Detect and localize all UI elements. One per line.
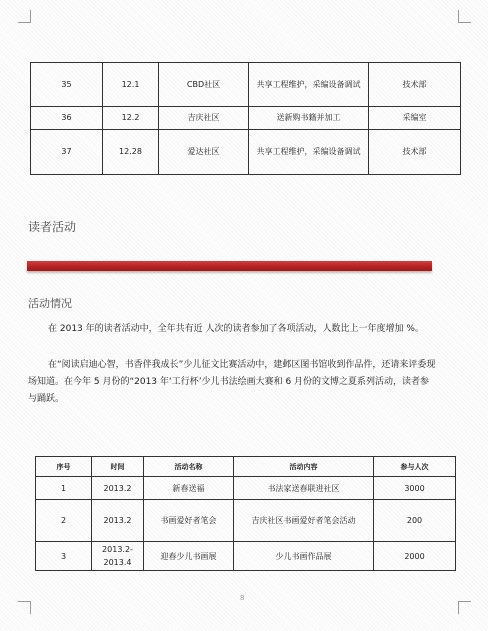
service-log-table xyxy=(30,62,461,175)
table-row xyxy=(36,477,456,500)
row-content: 共享工程维护，采编设备调试 xyxy=(249,130,369,175)
row-time: 2013.2 xyxy=(92,500,144,542)
row-department: 技术部 xyxy=(369,130,461,175)
subheading-activity-status: 活动情况 xyxy=(28,297,72,310)
row-number: 3 xyxy=(36,542,92,571)
row-place: 吉庆社区 xyxy=(159,107,249,130)
paragraph-text: 在 2013 年的读者活动中，全年共有近 人次的读者参加了各项活动，人数比上一年度增加 %。 xyxy=(48,324,424,334)
margin-corner-top-right xyxy=(458,10,471,23)
table-row xyxy=(36,542,456,571)
table-row xyxy=(31,63,461,107)
row-content: 共享工程维护，采编设备调试 xyxy=(249,63,369,107)
table-row xyxy=(31,130,461,175)
row-activity-name: 迎春少儿书画展 xyxy=(144,542,234,571)
row-activity-content: 少儿书画作品展 xyxy=(234,542,374,571)
section-divider-bar xyxy=(27,261,432,271)
header-number: 序号 xyxy=(36,457,92,477)
reader-activities-table xyxy=(35,456,456,571)
row-department: 采编室 xyxy=(369,107,461,130)
margin-corner-top-left xyxy=(18,10,31,23)
row-place: CBD社区 xyxy=(159,63,249,107)
row-number: 1 xyxy=(36,477,92,500)
row-number: 2 xyxy=(36,500,92,542)
paragraph-text: 在“阅读启迪心智，书香伴我成长”少儿征文比赛活动中，建邺区图书馆收到作品件，还请来评委现场知道。在今年 5 月份的“2013 年‘工行杯’少儿书法绘画大赛和 6 月份的文博之夏系列活动，读者参与踊跃。 xyxy=(28,360,436,404)
row-participants: 2000 xyxy=(374,542,456,571)
row-time: 2013.2 xyxy=(92,477,144,500)
paragraph-event-details xyxy=(28,357,436,408)
row-number: 37 xyxy=(31,130,103,175)
header-participants: 参与人次 xyxy=(374,457,456,477)
row-date: 12.1 xyxy=(103,63,159,107)
page-number: 8 xyxy=(240,594,245,602)
row-department: 技术部 xyxy=(369,63,461,107)
table-row xyxy=(36,500,456,542)
section-heading-reader-activities: 读者活动 xyxy=(28,220,77,234)
table-header-row xyxy=(36,457,456,477)
table-row xyxy=(31,107,461,130)
header-time: 时间 xyxy=(92,457,144,477)
row-participants: 3000 xyxy=(374,477,456,500)
margin-corner-bottom-right xyxy=(458,601,471,614)
row-activity-name: 新春送福 xyxy=(144,477,234,500)
row-activity-name: 书画爱好者笔会 xyxy=(144,500,234,542)
row-date: 12.28 xyxy=(103,130,159,175)
row-time: 2013.2-2013.4 xyxy=(92,542,144,571)
row-activity-content: 吉庆社区书画爱好者笔会活动 xyxy=(234,500,374,542)
row-activity-content: 书法家送春联进社区 xyxy=(234,477,374,500)
margin-corner-bottom-left xyxy=(18,601,31,614)
row-date: 12.2 xyxy=(103,107,159,130)
header-activity-name: 活动名称 xyxy=(144,457,234,477)
row-number: 36 xyxy=(31,107,103,130)
header-activity-content: 活动内容 xyxy=(234,457,374,477)
paragraph-activity-summary xyxy=(28,321,436,338)
row-place: 爱达社区 xyxy=(159,130,249,175)
row-participants: 200 xyxy=(374,500,456,542)
row-number: 35 xyxy=(31,63,103,107)
row-content: 送新购书籍并加工 xyxy=(249,107,369,130)
